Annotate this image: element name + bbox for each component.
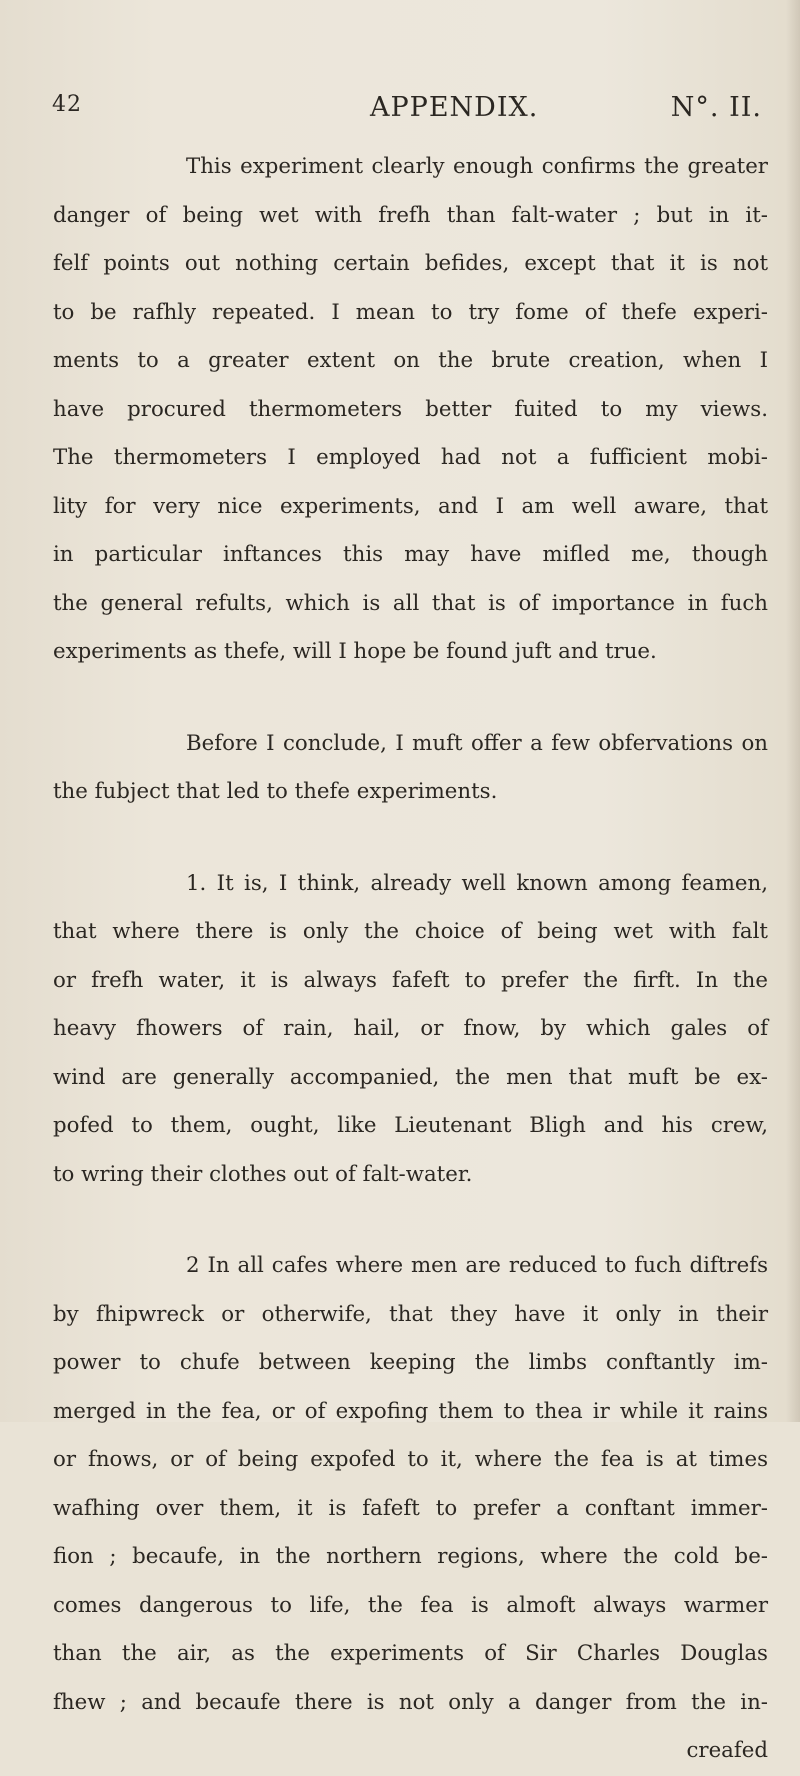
text-line: wind are generally accompanied, the men that muft be ex- [53,1064,768,1090]
text-line: by fhipwreck or otherwife, that they have it only in their [53,1301,768,1327]
text-line: This experiment clearly enough confirms the greater [186,154,768,179]
text-line: power to chufe between keeping the limbs conftantly im- [53,1350,768,1375]
text-line: comes dangerous to life, the fea is almoft always warmer [53,1592,768,1618]
text-line: to be rafhly repeated. I mean to try fome of thefe experi- [53,299,768,325]
body-text [53,143,768,1776]
header-title: APPENDIX. [370,92,539,123]
section-number: N°. II. [670,92,762,123]
text-line: 2 In all cafes where men are reduced to fuch diftrefs [186,1253,768,1278]
text-line: lity for very nice experiments, and I am well aware, that [53,493,768,519]
page-edge-shadow [786,0,800,1422]
text-line: in particular inftances this may have mifled me, though [53,542,768,567]
paragraph-gap [158,817,768,860]
catchword: creafed [686,1738,768,1763]
paragraph [53,143,768,677]
text-line: merged in the fea, or of expofing them to thea ir while it rains [53,1398,768,1424]
text-line: than the air, as the experiments of Sir Charles Douglas [53,1641,768,1666]
text-line: danger of being wet with frefh than falt-water ; but in it- [53,202,768,228]
text-line: 1. It is, I think, already well known among feamen, [186,870,768,896]
text-line: The thermometers I employed had not a fufficient mobi- [53,445,768,470]
running-header [52,92,762,132]
text-line: ments to a greater extent on the brute creation, when I [53,348,768,373]
paragraph [53,1242,768,1727]
paragraph-gap [158,1199,768,1242]
text-line: wafhing over them, it is fafeft to prefer a conftant immer- [53,1495,768,1521]
paragraph [53,720,768,817]
text-line: or fnows, or of being expofed to it, where the fea is at times [53,1447,768,1472]
text-line: have procured thermometers better fuited to my views. [53,396,768,422]
text-line: the general refults, which is all that is of importance in fuch [53,590,768,616]
text-line: that where there is only the choice of being wet with falt [53,919,768,944]
text-line: pofed to them, ought, like Lieutenant Bligh and his crew, [53,1113,768,1138]
text-line: fhew ; and becaufe there is not only a danger from the in- [53,1689,768,1715]
text-line: or frefh water, it is always fafeft to prefer the firft. In the [53,967,768,993]
text-line: heavy fhowers of rain, hail, or fnow, by which gales of [53,1016,768,1041]
text-line: to wring their clothes out of falt-water. [53,1161,473,1187]
text-line: fion ; becaufe, in the northern regions, where the cold be- [53,1544,768,1569]
text-line: felf points out nothing certain befides, except that it is not [53,251,768,276]
page-number: 42 [52,92,82,117]
paragraph-gap [158,677,768,720]
text-line: Before I conclude, I muft offer a few obfervations on [186,730,768,756]
paragraph [53,860,768,1200]
text-line: experiments as thefe, will I hope be found juft and true. [53,639,657,664]
text-line: the fubject that led to thefe experiments. [53,779,498,804]
